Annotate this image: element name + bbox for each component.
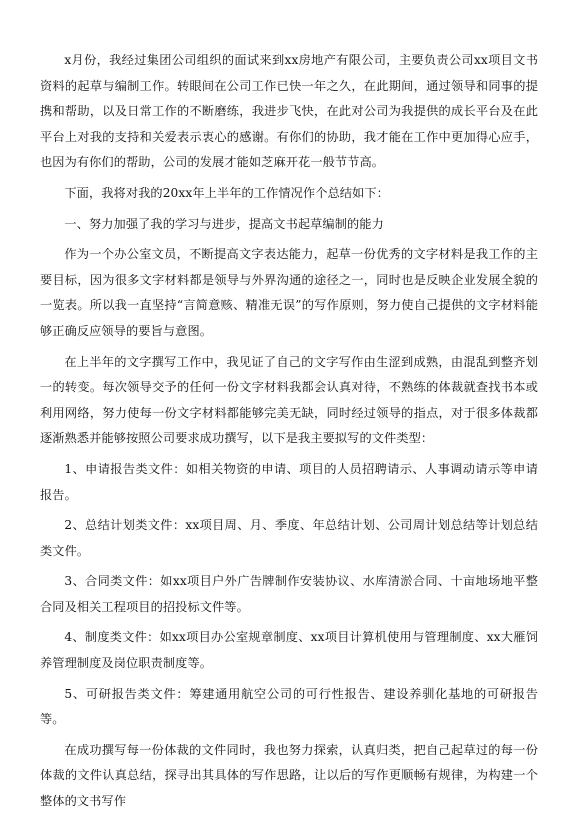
body-paragraph: 在成功撰写每一份体裁的文件同时，我也努力探索，认真归类，把自己起草过的每一份体裁的文件认真总结，探寻出其具体的写作思路，让以后的写作更顺畅有规律，为构建一个整体的文书写作 xyxy=(40,742,538,809)
list-item: 2、总结计划类文件：xx项目周、月、季度、年总结计划、公司周计划总结等计划总结类文件。 xyxy=(40,518,538,558)
section-heading-1: 一、努力加强了我的学习与进步，提高文书起草编制的能力 xyxy=(64,216,384,231)
list-item: 3、合同类文件：如xx项目户外广告牌制作安装协议、水库清淤合同、十亩地场地平整合同及相关工程项目的招投标文件等。 xyxy=(40,574,538,614)
list-item: 5、可研报告类文件：筹建通用航空公司的可行性报告、建设养驯化基地的可研报告等。 xyxy=(40,686,538,727)
body-paragraph: 作为一个办公室文员，不断提高文字表达能力，起草一份优秀的文字材料是我工作的主要目标，因为很多文字材料都是领导与外界沟通的途径之一，同时也是反映企业发展全貌的一览表。所以我一直坚持“言简意赅、精准无误”的写作原则，努力使自己提供的文字材料能够正确反应领导的要旨与意图。 xyxy=(40,247,538,338)
intro-paragraph: x月份，我经过集团公司组织的面试来到xx房地产有限公司，主要负责公司xx项目文书资料的起草与编制工作。转眼间在公司工作已快一年之久，在此期间，通过领导和同事的提携和帮助，以及日常工作的不断磨练，我进步飞快，在此对公司为我提供的成长平台及在此平台上对我的支持和关爱表示衷心的感谢。有你们的协助，我才能在工作中更加得心应手，也因为有你们的帮助，公司的发展才能如芝麻开花一般节节高。 xyxy=(40,53,538,170)
list-item: 1、申请报告类文件：如相关物资的申请、项目的人员招聘请示、人事调动请示等申请报告。 xyxy=(40,461,538,502)
list-item: 4、制度类文件：如xx项目办公室规章制度、xx项目计算机使用与管理制度、xx大雁饲养管理制度及岗位职责制度等。 xyxy=(40,630,538,671)
body-paragraph: 在上半年的文字撰写工作中，我见证了自己的文字写作由生涩到成熟，由混乱到整齐划一的转变。每次领导交予的任何一份文字材料我都会认真对待，不熟练的体裁就查找书本或利用网络，努力使每一份文字材料都能够完美无缺，同时经过领导的指点，对于很多体裁都逐渐熟悉并能够按照公司要求成功撰写，以下是我主要拟写的文件类型： xyxy=(40,354,538,446)
summary-intro-paragraph: 下面，我将对我的20xx年上半年的工作情况作个总结如下： xyxy=(64,185,389,200)
